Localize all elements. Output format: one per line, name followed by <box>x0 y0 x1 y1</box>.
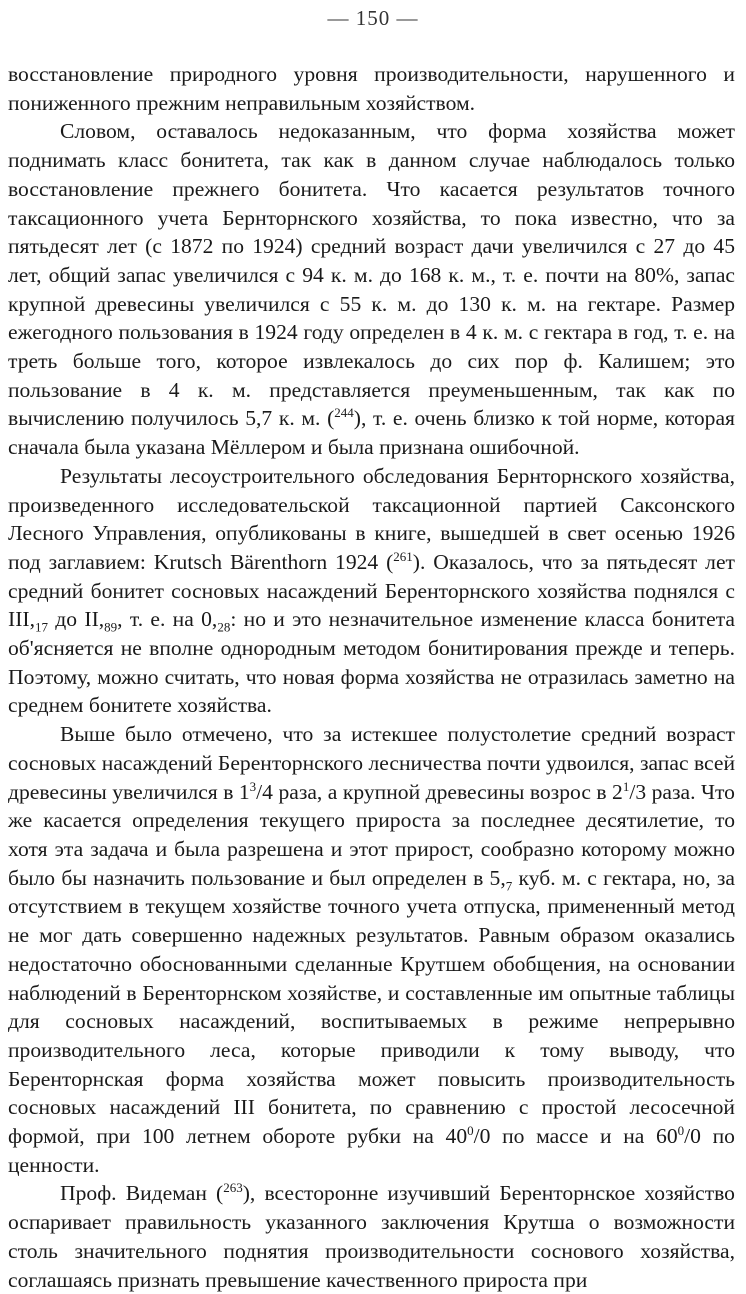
text-run: ), всесторонне изучивший Беренторнское хозяйство оспаривает правильность указанного заключения Крутша о возможности столь значительного поднятия производительности соснового хозяйства, соглашаясь признать превышение качественного прироста при <box>8 1181 735 1292</box>
superscript: 3 <box>249 778 257 794</box>
text-run: /4 раза, а крупной древесины возрос в 2 <box>256 779 623 804</box>
paragraph-5 <box>8 1179 735 1294</box>
text-run: /0 по ценности. <box>8 1124 735 1177</box>
text-run: Выше было отмечено, что за истекшее полустолетие средний возраст сосновых насаждений Беренторнского лесничества почти удвоился, запас всей древесины увеличился в 1 <box>8 722 735 804</box>
text-run: Результаты лесоустроительного обследования Бернторнского хозяйства, произведенного исследовательской таксационной партией Саксонского Лесного Управления, опубликованы в книге, вышедшей в свет осенью 1926 под заглавием: Krutsch Bärenthorn 1924 ( <box>8 463 735 574</box>
body-text <box>8 60 735 1294</box>
paragraph-4 <box>8 720 735 1179</box>
subscript: 17 <box>34 619 48 635</box>
text-run: /3 раза. Что же касается определения текущего прироста за последнее десятилетие, то хотя эта задача и была разрешена и этот прирост, сообразно которому можно было бы назначить пользование и был определен в 5, <box>8 779 735 890</box>
text-run: /0 по массе и на 60 <box>473 1124 678 1149</box>
text-run: Проф. Видеман ( <box>60 1181 224 1206</box>
subscript: 89 <box>104 619 118 635</box>
text-run: до II, <box>47 607 105 632</box>
superscript: 0 <box>467 1122 474 1138</box>
text-run: : но и это незначительное изменение класса бонитета об'ясняется не вполне однородным методом бонитирования прежде и теперь. Поэтому, можно считать, что новая форма хозяйства не отразилась заметно на среднем бонитете хозяйства. <box>8 607 735 718</box>
text-run: восстановление природного уровня производительности, нарушенного и пониженного прежним неправильным хозяйством. <box>8 62 735 115</box>
text-run: ). Оказалось, что за пятьдесят лет средний бонитет сосновых насаждений Беренторнского хозяйства поднялся с III, <box>8 549 735 632</box>
paragraph-1 <box>8 60 735 117</box>
text-run: куб. м. с гектара, но, за отсутствием в текущем хозяйстве точного учета отпуска, примененный метод не мог дать совершенно надежных результатов. Равным образом оказались недостаточно обоснованными сделанные Крутшем обобщения, на основании наблюдений в Беренторнском хозяйстве, и составленные им опытные таблицы для сосновых насаждений, воспитываемых в режиме непрерывно производительного леса, которые приводили к тому выводу, что Беренторнская форма хозяйства может повысить производительность сосновых насаждений III бонитета, по сравнению с простой лесосечной формой, при 100 летнем обороте рубки на 40 <box>8 865 735 1149</box>
page-number: — 150 — <box>327 6 419 30</box>
text-run: Словом, оставалось недоказанным, что форма хозяйства может поднимать класс бонитета, так как в данном случае наблюдалось только восстановление прежнего бонитета. Что касается результатов точного таксационного учета Бернторнского хозяйства, то пока известно, что за пятьдесят лет (с 1872 по 1924) средний возраст дачи увеличился с 27 до 45 лет, общий запас увеличился с 94 к. м. до 168 к. м., т. е. почти на 80%, запас крупной древесины увеличился с 55 к. м. до 130 к. м. на гектаре. Размер ежегодного пользования в 1924 году определен в 4 к. м. с гектара в год, т. е. на треть больше того, которое извлекалось до сих пор ф. Калишем; это пользование в 4 к. м. представляется преуменьшенным, так как по вычислению получилось 5,7 к. м. ( <box>8 119 735 431</box>
subscript: 7 <box>505 878 513 893</box>
paragraph-3 <box>8 462 735 720</box>
superscript: 1 <box>622 778 630 794</box>
text-run: ), т. е. очень близко к той норме, которая сначала была указана Мёллером и была признана ошибочной. <box>8 406 735 460</box>
superscript: 0 <box>677 1122 685 1138</box>
superscript: 261 <box>393 548 413 564</box>
superscript: 244 <box>334 405 354 421</box>
paragraph-2 <box>8 117 735 461</box>
subscript: 28 <box>217 619 231 635</box>
text-run: , т. е. на 0, <box>117 607 218 632</box>
superscript: 263 <box>223 1180 243 1196</box>
